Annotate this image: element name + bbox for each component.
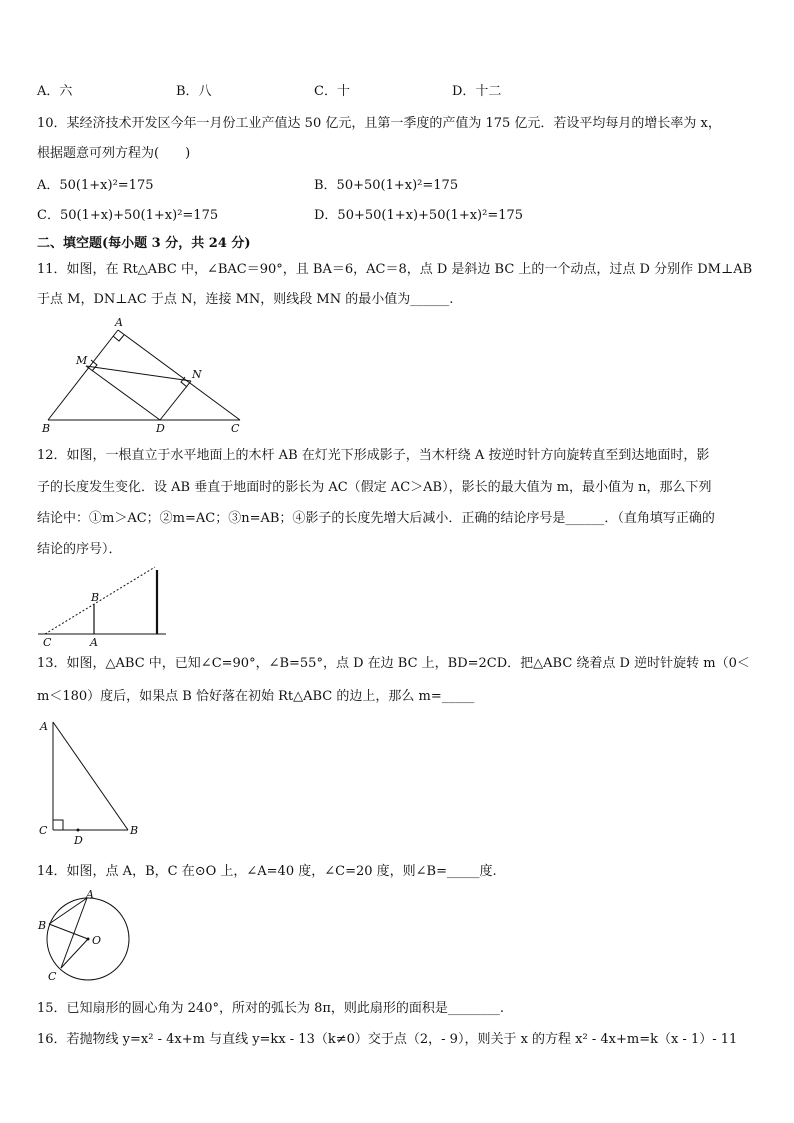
q12-line-1: 12．如图，一根直立于水平地面上的木杆 AB 在灯光下形成影子，当木杆绕 A 按逆时针方向旋转直至到达地面时，影 bbox=[37, 448, 710, 463]
q13-line-2: m＜180）度后，如果点 B 恰好落在初始 Rt△ABC 的边上，那么 m=_____ bbox=[37, 689, 475, 704]
q16-line-1: 16．若抛物线 y=x² - 4x+m 与直线 y=kx - 13（k≠0）交于点（2，- 9），则关于 x 的方程 x² - 4x+m=k（x - 1）- 11 bbox=[37, 1032, 738, 1047]
q12-label-c: C bbox=[43, 636, 52, 649]
q13-label-b: B bbox=[130, 824, 139, 837]
q9-option-a: A．六 bbox=[37, 84, 73, 99]
q12-label-a: A bbox=[90, 636, 98, 649]
q13-label-c: C bbox=[39, 824, 48, 837]
q13-label-a: A bbox=[40, 720, 48, 733]
q11-line-1: 11．如图，在 Rt△ABC 中，∠BAC＝90°，且 BA＝6，AC＝8，点 D 是斜边 BC 上的一个动点，过点 D 分别作 DM⊥AB bbox=[37, 262, 753, 277]
q15-line-1: 15．已知扇形的圆心角为 240°，所对的弧长为 8π，则此扇形的面积是________. bbox=[37, 1001, 505, 1016]
q11-label-d: D bbox=[156, 422, 165, 435]
q11-label-a: A bbox=[115, 316, 123, 329]
q9-option-d: D．十二 bbox=[452, 84, 502, 99]
section-heading-fill-in: 二、填空题(每小题 3 分，共 24 分) bbox=[37, 236, 251, 251]
q10-option-d: D．50+50(1+x)+50(1+x)²=175 bbox=[314, 208, 524, 223]
q14-label-o: O bbox=[92, 934, 102, 947]
q11-line-2: 于点 M，DN⊥AC 于点 N，连接 MN，则线段 MN 的最小值为______. bbox=[37, 292, 454, 307]
q14-line-1: 14．如图，点 A，B，C 在⊙O 上，∠A=40 度，∠C=20 度，则∠B=_____度. bbox=[37, 864, 497, 879]
q13-label-d: D bbox=[74, 834, 83, 847]
q12-line-4: 结论的序号）． bbox=[37, 542, 122, 557]
q12-label-b: B bbox=[91, 591, 100, 604]
q11-label-b: B bbox=[42, 422, 51, 435]
q14-label-b: B bbox=[38, 919, 47, 932]
q11-label-n: N bbox=[192, 368, 202, 381]
q12-line-2: 子的长度发生变化．设 AB 垂直于地面时的影长为 AC（假定 AC＞AB），影长的最大值为 m，最小值为 n，那么下列 bbox=[37, 480, 712, 495]
q10-option-c: C．50(1+x)+50(1+x)²=175 bbox=[37, 208, 219, 223]
q14-label-c: C bbox=[48, 970, 57, 983]
q10-line-2: 根据题意可列方程为( ) bbox=[37, 146, 191, 161]
q13-line-1: 13．如图，△ABC 中，已知∠C=90°，∠B=55°，点 D 在边 BC 上，BD=2CD．把△ABC 绕着点 D 逆时针旋转 m（0＜ bbox=[37, 656, 750, 671]
q10-option-b: B．50+50(1+x)²=175 bbox=[314, 178, 459, 193]
q10-option-a: A．50(1+x)²=175 bbox=[37, 178, 154, 193]
q11-label-m: M bbox=[76, 354, 88, 367]
q12-line-3: 结论中：①m＞AC；②m=AC；③n=AB；④影子的长度先增大后减小．正确的结论序号是______．（直角填写正确的 bbox=[37, 511, 715, 526]
q9-option-c: C．十 bbox=[314, 84, 350, 99]
q14-label-a: A bbox=[86, 888, 94, 901]
q11-label-c: C bbox=[231, 422, 240, 435]
q9-option-b: B．八 bbox=[176, 84, 212, 99]
q10-line-1: 10．某经济技术开发区今年一月份工业产值达 50 亿元，且第一季度的产值为 175 亿元．若设平均每月的增长率为 x， bbox=[37, 116, 721, 131]
